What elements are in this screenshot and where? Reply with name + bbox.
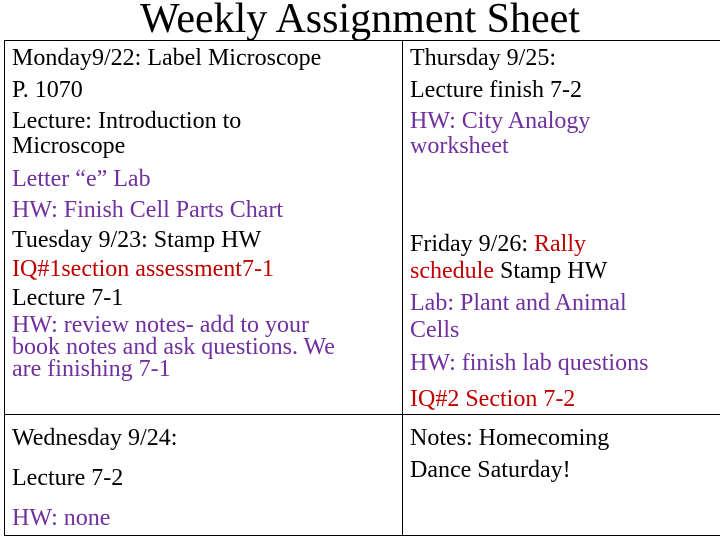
monday-lecture-cont: Microscope (12, 133, 126, 159)
friday-schedule-line (410, 258, 607, 284)
wednesday-heading: Wednesday 9/24: (12, 425, 178, 451)
notes-line1: Notes: Homecoming (410, 425, 610, 451)
tuesday-hw-line1: HW: review notes- add to your (12, 312, 310, 338)
thursday-hw-line2: worksheet (410, 133, 509, 159)
monday-page: P. 1070 (12, 77, 83, 103)
thursday-lecture: Lecture finish 7-2 (410, 77, 582, 103)
tuesday-hw-line2: book notes and ask questions. We (12, 334, 335, 360)
friday-iq: IQ#2 Section 7-2 (410, 386, 576, 412)
column-divider (402, 40, 403, 536)
friday-heading-label: Friday 9/26: (410, 231, 534, 257)
friday-hw: HW: finish lab questions (410, 350, 649, 376)
friday-lab-line1: Lab: Plant and Animal (410, 290, 627, 316)
thursday-heading: Thursday 9/25: (410, 45, 556, 71)
monday-lecture: Lecture: Introduction to (12, 108, 242, 134)
table-bottom-border (4, 535, 720, 536)
monday-lab: Letter “e” Lab (12, 166, 151, 192)
page-title: Weekly Assignment Sheet (140, 0, 580, 42)
tuesday-iq: IQ#1section assessment7-1 (12, 256, 274, 282)
friday-stamp: Stamp HW (493, 258, 608, 284)
thursday-hw-line1: HW: City Analogy (410, 108, 591, 134)
monday-hw: HW: Finish Cell Parts Chart (12, 197, 284, 223)
friday-schedule: schedule (410, 258, 494, 284)
tuesday-heading: Tuesday 9/23: Stamp HW (12, 227, 262, 253)
monday-heading: Monday9/22: Label Microscope (12, 45, 322, 71)
row-divider (4, 414, 720, 415)
tuesday-hw-line3: are finishing 7-1 (12, 356, 171, 382)
friday-lab-line2: Cells (410, 317, 460, 343)
tuesday-lecture: Lecture 7-1 (12, 285, 124, 311)
wednesday-hw: HW: none (12, 505, 111, 531)
friday-rally: Rally (534, 231, 586, 257)
friday-heading (410, 231, 586, 257)
notes-line2: Dance Saturday! (410, 457, 571, 483)
wednesday-lecture: Lecture 7-2 (12, 465, 124, 491)
